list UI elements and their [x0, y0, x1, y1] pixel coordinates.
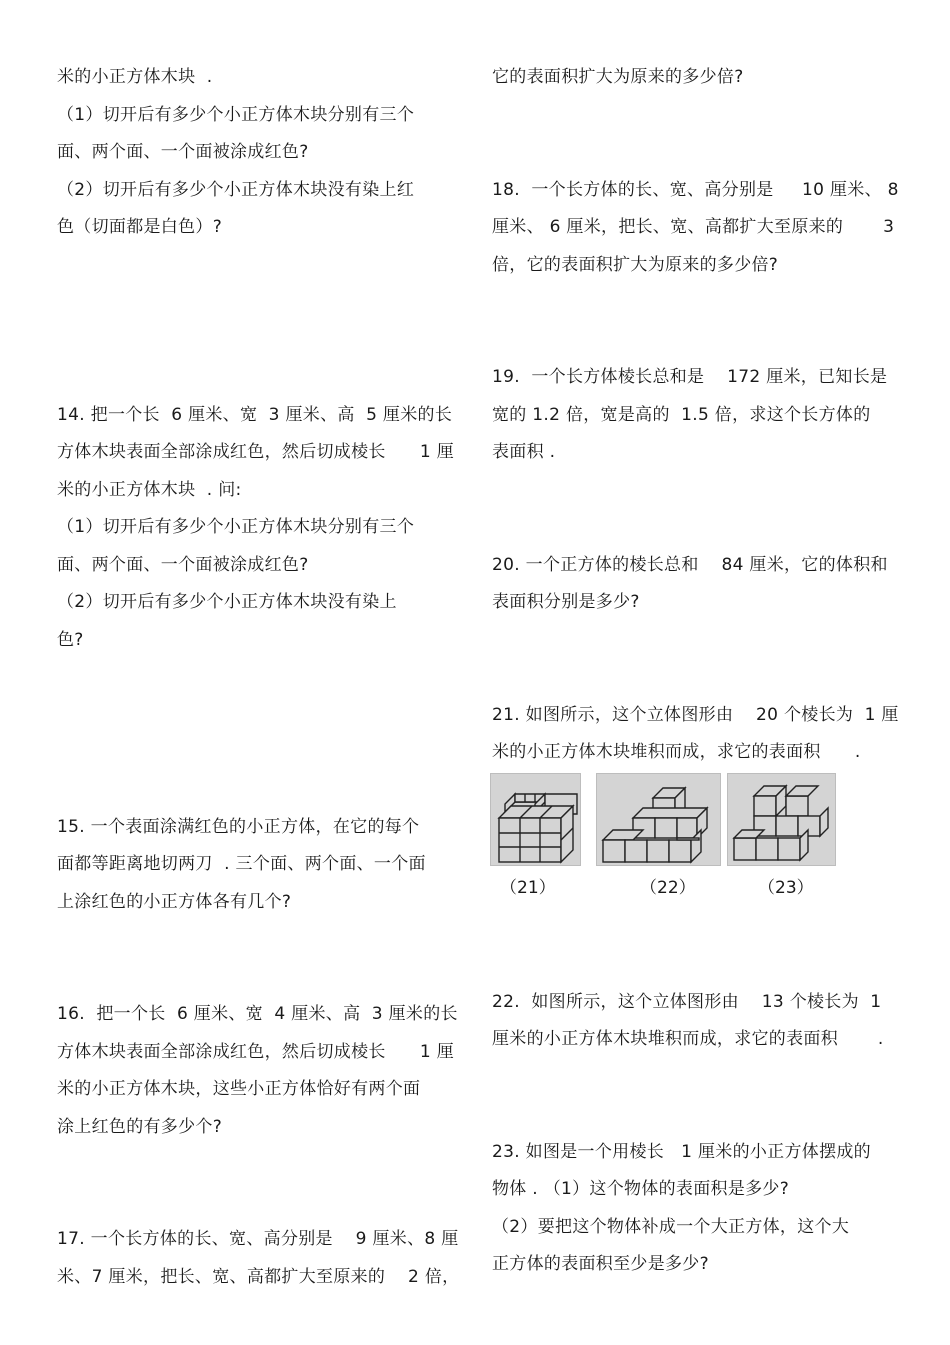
text-line: 米、7 厘米，把长、宽、高都扩大至原来的 2 倍， — [57, 1267, 460, 1287]
text-line: 方体木块表面全部涂成红色，然后切成棱长 1 厘 — [57, 1042, 455, 1062]
question-18: 18. 一个长方体的长、宽、高分别是 10 厘米、 8 — [492, 180, 899, 200]
figure-22-caption: （22） — [640, 878, 696, 898]
text-line: 色（切面都是白色）? — [57, 217, 223, 237]
figure-21-cube-stack — [490, 773, 581, 866]
text-line: 表面积分别是多少? — [492, 592, 640, 612]
text-line: 厘米、 6 厘米，把长、宽、高都扩大至原来的 3 — [492, 217, 895, 237]
text-line: 倍，它的表面积扩大为原来的多少倍? — [492, 255, 779, 275]
text-line: 物体 . （1）这个物体的表面积是多少? — [492, 1179, 790, 1199]
figure-23-cube-stack — [727, 773, 836, 866]
text-line: 厘米的小正方体木块堆积而成，求它的表面积 . — [492, 1029, 884, 1049]
question-21: 21. 如图所示，这个立体图形由 20 个棱长为 1 厘 — [492, 705, 899, 725]
text-line: 宽的 1.2 倍，宽是高的 1.5 倍，求这个长方体的 — [492, 405, 871, 425]
text-line: （2）切开后有多少个小正方体木块没有染上 — [57, 592, 397, 612]
text-line: 米的小正方体木块，这些小正方体恰好有两个面 — [57, 1079, 421, 1099]
text-line: （1）切开后有多少个小正方体木块分别有三个 — [57, 105, 415, 125]
text-line: 米的小正方体木块 . — [57, 67, 213, 87]
figure-22-cube-stack — [596, 773, 721, 866]
text-line: 色? — [57, 630, 84, 650]
text-line: （2）要把这个物体补成一个大正方体，这个大 — [492, 1217, 850, 1237]
text-line: 方体木块表面全部涂成红色，然后切成棱长 1 厘 — [57, 442, 455, 462]
text-line: 正方体的表面积至少是多少? — [492, 1254, 709, 1274]
figure-21-caption: （21） — [500, 878, 556, 898]
text-line: 它的表面积扩大为原来的多少倍? — [492, 67, 744, 87]
question-16: 16. 把一个长 6 厘米、宽 4 厘米、高 3 厘米的长 — [57, 1004, 458, 1024]
text-line: （1）切开后有多少个小正方体木块分别有三个 — [57, 517, 415, 537]
question-22: 22. 如图所示，这个立体图形由 13 个棱长为 1 — [492, 992, 882, 1012]
text-line: 表面积 . — [492, 442, 556, 462]
question-23: 23. 如图是一个用棱长 1 厘米的小正方体摆成的 — [492, 1142, 871, 1162]
text-line: 米的小正方体木块堆积而成，求它的表面积 . — [492, 742, 861, 762]
question-19: 19. 一个长方体棱长总和是 172 厘米，已知长是 — [492, 367, 888, 387]
text-line: 面、两个面、一个面被涂成红色? — [57, 142, 309, 162]
text-line: 上涂红色的小正方体各有几个? — [57, 892, 292, 912]
text-line: 涂上红色的有多少个? — [57, 1117, 223, 1137]
text-line: 面都等距离地切两刀 . 三个面、两个面、一个面 — [57, 854, 426, 874]
question-20: 20. 一个正方体的棱长总和 84 厘米，它的体积和 — [492, 555, 888, 575]
question-14: 14. 把一个长 6 厘米、宽 3 厘米、高 5 厘米的长 — [57, 405, 453, 425]
question-15: 15. 一个表面涂满红色的小正方体，在它的每个 — [57, 817, 420, 837]
text-line: 面、两个面、一个面被涂成红色? — [57, 555, 309, 575]
text-line: 米的小正方体木块 . 问: — [57, 480, 242, 500]
question-17: 17. 一个长方体的长、宽、高分别是 9 厘米、8 厘 — [57, 1229, 459, 1249]
text-line: （2）切开后有多少个小正方体木块没有染上红 — [57, 180, 415, 200]
figure-23-caption: （23） — [758, 878, 814, 898]
